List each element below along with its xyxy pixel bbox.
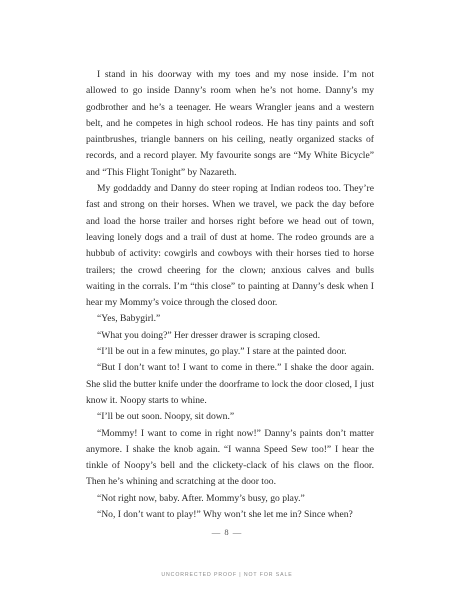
page-number: — 8 — bbox=[211, 527, 243, 537]
dialogue-line: “Mommy! I want to come in right now!” Danny’s paints don’t matter anymore. I shake the knob again. “I wanna Speed Sew too!” I hear the tinkle of Noopy’s bell and the clickety-clack of his claws on the floor. Then he’s whining and scratching at the door too. bbox=[86, 427, 374, 488]
dialogue-line: “But I don’t want to! I want to come in there.” I shake the door again. She slid the butter knife under the doorframe to lock the door closed, I just know it. Noopy starts to whine. bbox=[86, 362, 374, 406]
dialogue-line: “Not right now, baby. After. Mommy’s busy, go play.” bbox=[97, 492, 305, 504]
proof-notice: UNCORRECTED PROOF | NOT FOR SALE bbox=[161, 572, 293, 578]
dialogue-line: “What you doing?” Her dresser drawer is scraping closed. bbox=[97, 329, 320, 341]
paragraph: My goddaddy and Danny do steer roping at Indian rodeos too. They’re fast and strong on their horses. When we travel, we pack the day before and load the horse trailer and horses right before we head out of town, leaving lonely dogs and a trail of dust at home. The rodeo grounds are a hubbub of activity: cowgirls and cowboys with their horses tied to horse trailers; the crowd cheering for the clown; anxious calves and bulls waiting in the corrals. I’m “this close” to painting at Danny’s desk when I hear my Mommy’s voice through the closed door. bbox=[86, 183, 374, 309]
dialogue-line: “No, I don’t want to play!” Why won’t she let me in? Since when? bbox=[97, 509, 353, 521]
paragraph: I stand in his doorway with my toes and my nose inside. I’m not allowed to go inside Danny’s room when he’s not home. Danny’s my godbrother and he’s a teenager. He wears Wrangler jeans and a western belt, and he competes in high school rodeos. He has tiny paints and soft paintbrushes, triangle banners on his ceiling, neatly organized stacks of records, and a record player. My favourite songs are “My White Bicycle” and “This Flight Tonight” by Nazareth. bbox=[86, 69, 374, 178]
dialogue-line: “I’ll be out in a few minutes, go play.” I stare at the painted door. bbox=[97, 346, 347, 358]
dialogue-line: “Yes, Babygirl.” bbox=[97, 313, 161, 325]
body-text bbox=[86, 67, 374, 523]
dialogue-line: “I’ll be out soon. Noopy, sit down.” bbox=[97, 411, 235, 423]
